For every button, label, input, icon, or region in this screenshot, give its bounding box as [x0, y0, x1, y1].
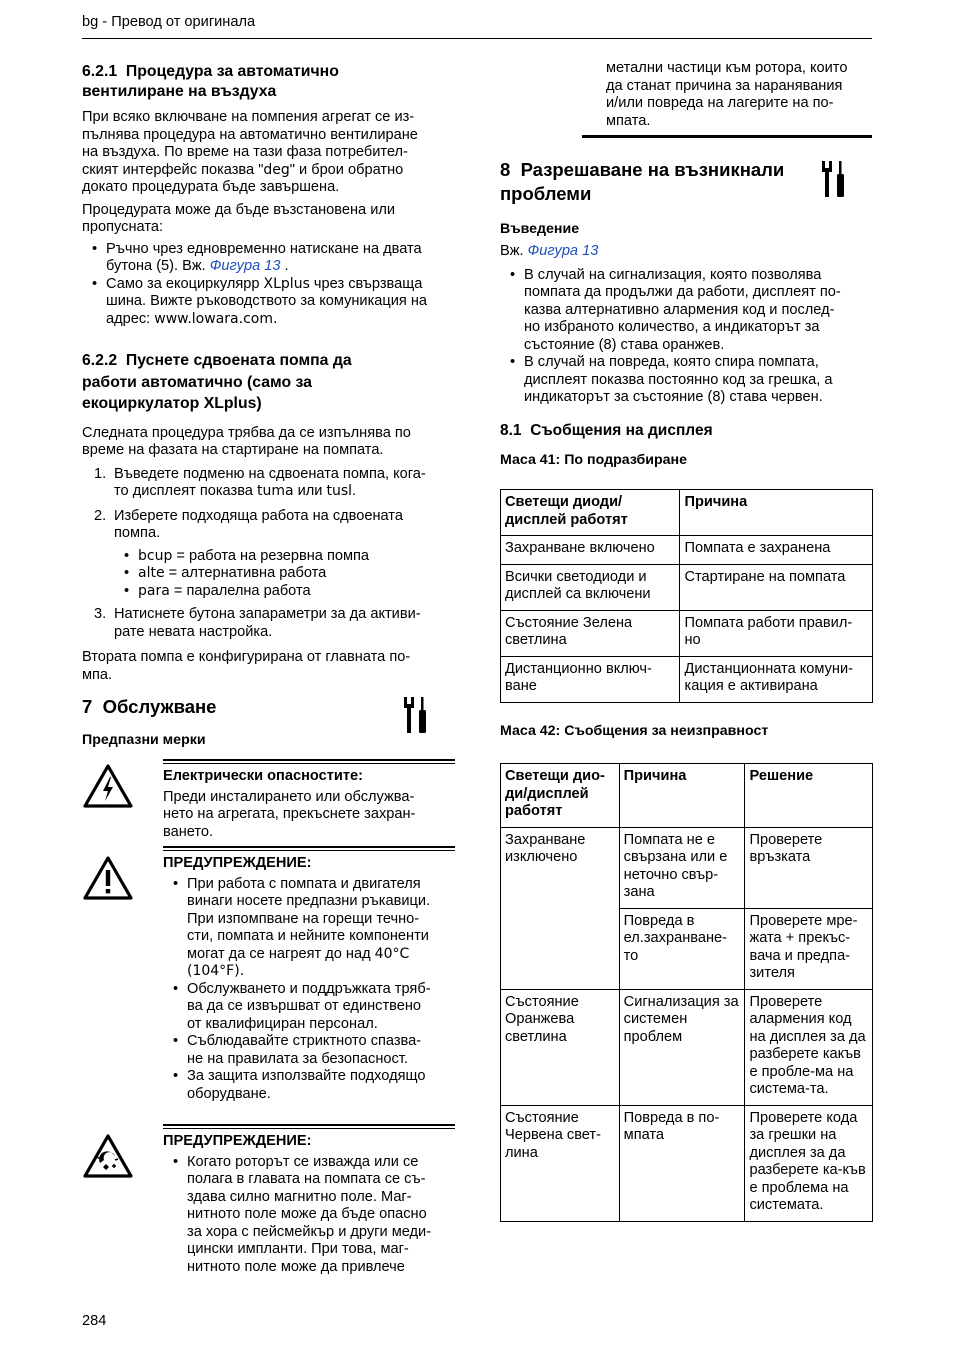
table-cell: Дистанционно включ-ване [501, 656, 680, 702]
header-divider [82, 38, 872, 39]
table-cell: Сигнализация за системен проблем [619, 989, 745, 1105]
tools-icon [402, 696, 430, 734]
s621-bullets [82, 241, 457, 329]
table-cell: Всички светодиоди и дисплей са включени [501, 564, 680, 610]
figure-13-link[interactable]: Фигура 13 [527, 243, 599, 259]
list-item: • В случай на повреда, която спира помпата, дисплеят показва постоянно код за грешка, а индикаторът за състояние (8) става червен. [500, 354, 872, 407]
list-item: 1. Въведете подменю на сдвоената помпа, кога- то дисплеят показва tuma или tusl. [94, 465, 426, 499]
s8-bullets [500, 267, 872, 407]
section-8-body [500, 220, 872, 469]
list-item: • para = паралелна работа [82, 583, 457, 601]
warning-general: ПРЕДУПРЕЖДЕНИЕ: • При работа с помпата и двигателя винаги носете предпазни ръкавици. При изпомпване на горещи течно- сти, помпата и нейните компоненти могат да се нагреят до над 40°C (104°F). • Обслужването и поддръжката тряб- ва да се извършват от единствено от квалифициран персонал. • Съблюдавайте стриктното спазва- не на правилата за безопасност. • За защита използвайте подходящо оборудване. [163, 846, 455, 1103]
page-header: bg - Превод от оригинала [82, 14, 256, 30]
list-item: • Обслужването и поддръжката тряб- ва да се извършват от единствено от квалифициран персонал. [163, 981, 455, 1034]
intro-ref: Вж. Фигура 13 [500, 243, 599, 259]
table-header-cell: Светещи диоди/ дисплей работят [501, 490, 680, 536]
s621-paragraph-1: При всяко включване на помпения агрегат се из- пълнява процедура на автоматично вентилиране на въздуха. По време на тази фаза потребител- ският интерфейс показва "deg" и брои обратно докато процедурата бъде завършена. [82, 109, 418, 195]
s622-steps-cont [82, 606, 457, 641]
table-cell: Проверете алармения код на дисплея за да разберете какъв е пробле-ма на система-та. [745, 989, 873, 1105]
s621-paragraph-2: Процедурата може да бъде възстановена или пропусната: [82, 201, 396, 235]
table-cell: Проверете мре-жата + прекъс-вача и предпа-зителя [745, 908, 873, 989]
table-row [501, 989, 873, 1105]
lowara-url[interactable]: www.lowara.com. [154, 310, 278, 327]
precautions-subtitle: Предпазни мерки [82, 732, 206, 748]
section-8-title: 8 Разрешаване на възникнали проблеми [500, 159, 785, 204]
table-row [501, 827, 873, 908]
table-row [501, 564, 873, 610]
list-item: • За защита използвайте подходящо оборудване. [163, 1068, 455, 1103]
list-item: • bcup = работа на резервна помпа [82, 548, 457, 566]
table-cell: Стартиране на помпата [680, 564, 873, 610]
list-item: 2. Изберете подходяща работа на сдвоената помпа. [94, 507, 403, 541]
table-row [501, 536, 873, 565]
table-cell: Помпата работи правил-но [680, 610, 873, 656]
warning-icon [82, 855, 134, 901]
table-cell: Захранване изключено [501, 827, 620, 989]
table-cell: Помпата е захранена [680, 536, 873, 565]
electric-hazard-icon [82, 763, 134, 809]
table-header-cell: Светещи дио-ди/дисплей работят [501, 764, 620, 828]
section-7-title: 7 Обслужване [82, 696, 217, 717]
magnet-hazard-icon [82, 1133, 134, 1179]
list-item: • Когато роторът се изважда или се полага в главата на помпата се съ- здава силно магнитно поле. Маг- нитното поле може да бъде опасно за хора с пейсмейкър и други меди- цински импланти. При това, маг- нитното поле може да привлече [163, 1154, 455, 1277]
left-column [82, 62, 457, 684]
section-6-2-1-title: 6.2.1 Процедура за автоматично вентилиране на въздуха [82, 63, 339, 100]
warning-magnetic: ПРЕДУПРЕЖДЕНИЕ: • Когато роторът се изважда или се полага в главата на помпата се съ- здава силно магнитно поле. Маг- нитното поле може да бъде опасно за хора с пейсмейкър и други меди- цински импланти. При това, маг- нитното поле може да привлече [163, 1124, 455, 1276]
table-cell: Състояние Червена свет-лина [501, 1105, 620, 1221]
warning-end-rule [582, 135, 872, 138]
table-cell: Състояние Оранжева светлина [501, 989, 620, 1105]
table-header-cell: Причина [619, 764, 745, 828]
table-row [501, 610, 873, 656]
table-42 [500, 763, 873, 1222]
table-cell: Захранване включено [501, 536, 680, 565]
list-item: • Ръчно чрез едновременно натискане на двата бутона (5). Вж. Фигура 13 . [82, 241, 457, 276]
table-row [501, 656, 873, 702]
list-item: • Съблюдавайте стриктното спазва- не на правилата за безопасност. [163, 1033, 455, 1068]
table-41 [500, 489, 873, 703]
list-item: • alte = алтернативна работа [82, 565, 457, 583]
section-8-1-title: 8.1 Съобщения на дисплея [500, 421, 713, 439]
tools-icon [820, 160, 848, 198]
table-row [501, 764, 873, 828]
section-6-2-2-title: 6.2.2 Пуснете сдвоената помпа да работи автоматично (само за екоциркулатор XLplus) [82, 352, 352, 412]
list-item: • Само за екоциркулярр XLplus чрез свързваща шина. Вижте ръководството за комуникация на адрес: www.lowara.com. [82, 276, 457, 329]
warning-continuation: метални частици към ротора, които да станат причина за наранявания и/или повреда на лагерите на по- мпата. [606, 60, 848, 129]
page-number: 284 [82, 1313, 107, 1329]
table-cell: Проверете кода за грешки на дисплея за да разберете ка-къв е проблема на системата. [745, 1105, 873, 1221]
warning-electrical: Електрически опасностите: Преди инсталирането или обслужва- нето на агрегата, прекъснете захран- ването. [163, 759, 455, 841]
s622-options [82, 548, 457, 601]
s622-paragraph-1: Следната процедура трябва да се изпълнява по време на фазата на стартиране на помпата. [82, 424, 411, 458]
s622-paragraph-2: Втората помпа е конфигурирана от главната по- мпа. [82, 649, 411, 683]
table-row [501, 1105, 873, 1221]
list-item: • В случай на сигнализация, която позволява помпата да продължи да работи, дисплеят по- казва алтернативно алармения код и послед- но избраното количество, а индикаторът за състояние (8) става оранжев. [500, 267, 872, 355]
s622-steps [82, 466, 457, 543]
table-cell: Дистанционната комуни-кация е активирана [680, 656, 873, 702]
list-item: 3. Натиснете бутона запараметри за да активи- рате невата настройка. [94, 606, 421, 640]
table-cell: Състояние Зелена светлина [501, 610, 680, 656]
table-header-cell: Решение [745, 764, 873, 828]
table-cell: Повреда в по-мпата [619, 1105, 745, 1221]
table-cell: Повреда в ел.захранване-то [619, 908, 745, 989]
table-cell: Помпата не е свързана или е неточно свър-зана [619, 827, 745, 908]
table-cell: Проверете връзката [745, 827, 873, 908]
table-41-caption: Маса 41: По подразбиране [500, 451, 688, 468]
figure-13-link[interactable]: Фигура 13 [209, 258, 281, 274]
table-header-cell: Причина [680, 490, 873, 536]
table-42-caption: Маса 42: Съобщения за неизправност [500, 723, 769, 739]
intro-title: Въведение [500, 221, 580, 237]
list-item: • При работа с помпата и двигателя винаги носете предпазни ръкавици. При изпомпване на горещи течно- сти, помпата и нейните компоненти могат да се нагреят до над 40°C (104°F). [163, 876, 455, 981]
table-row [501, 490, 873, 536]
